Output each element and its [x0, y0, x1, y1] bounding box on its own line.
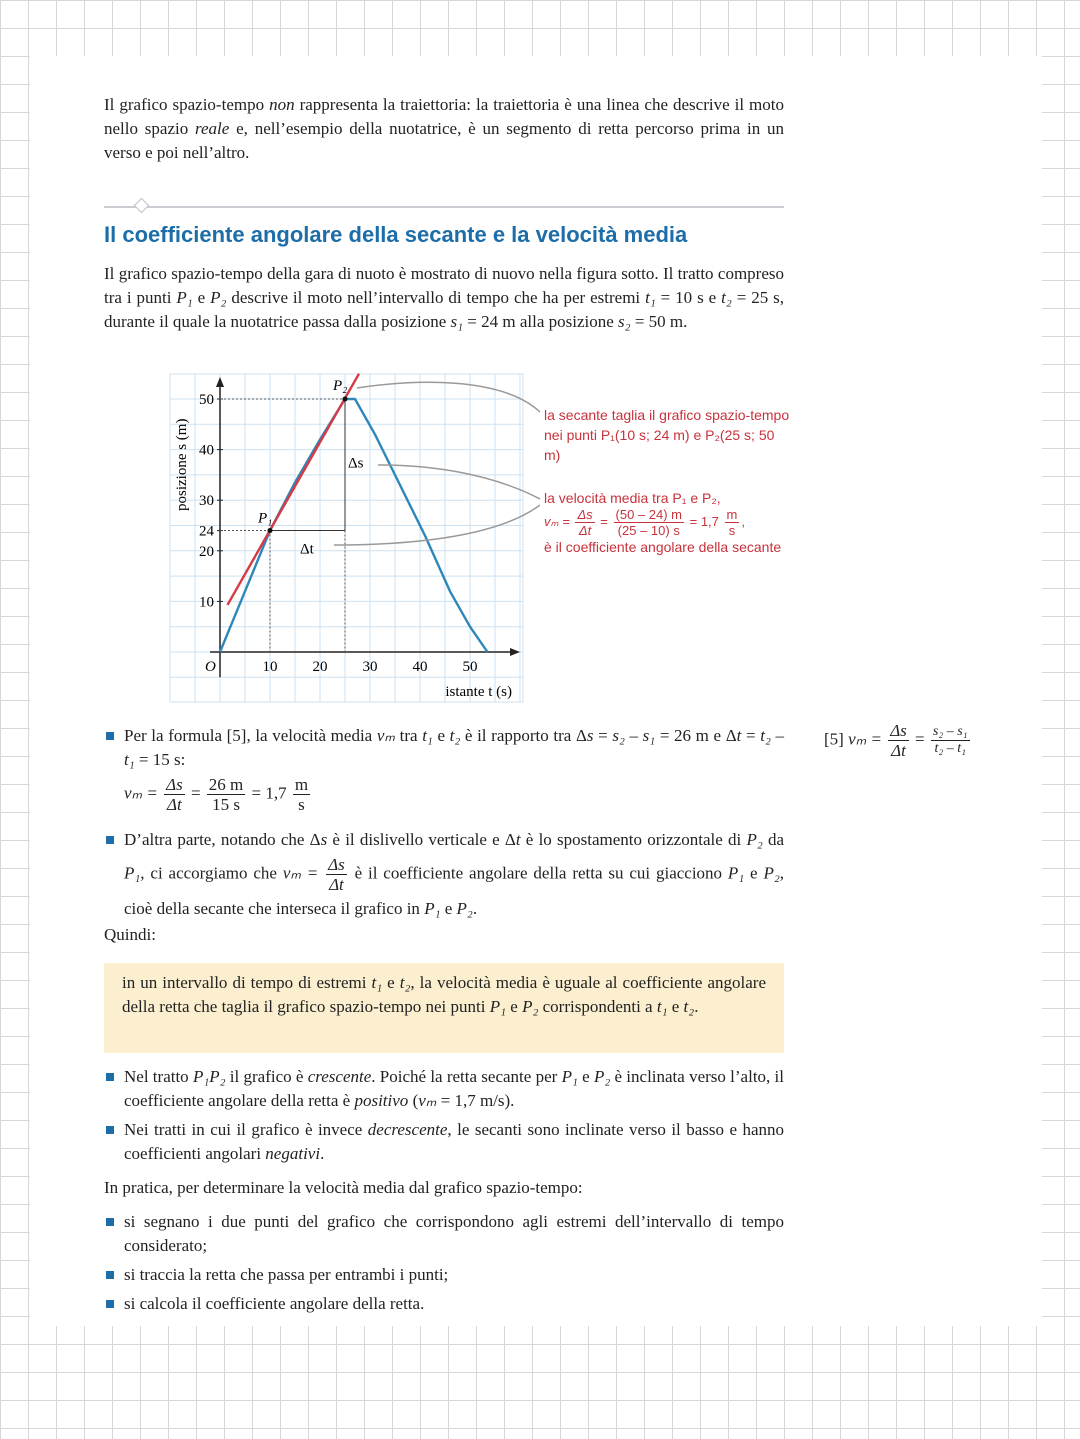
text-segment: = 10 s e — [655, 288, 722, 307]
pratica-text: In pratica, per determinare la velocità media dal grafico spazio-tempo: — [104, 1178, 583, 1197]
text-segment: t₁ — [124, 750, 135, 769]
definition-box — [104, 963, 784, 1053]
bullet-decreasing — [104, 1118, 784, 1166]
text-segment: il grafico è — [225, 1067, 308, 1086]
text-segment: crescente — [307, 1067, 372, 1086]
text-segment: . — [320, 1144, 325, 1163]
unit-fraction: $\frac{m}{s}$ — [726, 507, 738, 538]
y-tick-label: 10 — [199, 594, 214, 611]
formula-5: [5] vₘ = $\frac{\Delta s}{\Delta t}$ = $\frac{\text{s₂ – s₁}}{\text{t₂ – t₁}}$ — [824, 721, 968, 760]
text-segment: non — [269, 95, 295, 114]
quindi-label: Quindi: — [104, 925, 156, 944]
text-segment: P₂ — [522, 997, 539, 1016]
text-segment: è lo spostamento orizzontale di — [520, 830, 747, 849]
text-segment: P₁ — [424, 899, 441, 918]
text-segment: e — [577, 1067, 594, 1086]
y-axis-label: posizione s (m) — [174, 418, 190, 512]
text-segment: e, nell’esempio della nuotatrice, è un segmento di retta percorso prima in un verso e poi nell’altro. — [104, 119, 784, 162]
text-segment: decrescente — [367, 1120, 448, 1139]
text-segment: reale — [195, 119, 230, 138]
text-segment: t₂ — [683, 997, 695, 1016]
bullet-slope: D’altra parte, notando che Δs è il dislivello verticale e Δt è lo spostamento orizzontale di P₂ da P₁, ci accorgiamo che vₘ = $\frac{\Delta s}{\Delta t}$ è il coefficiente angolare della retta su cui giacciono P₁ e P₂, cioè della secante che interseca il grafico in P₁ e P₂. — [104, 824, 784, 925]
text-segment: da — [762, 830, 785, 849]
result: = 1,7 — [689, 513, 719, 529]
text-segment: positivo — [354, 1091, 409, 1110]
text-segment: D’altra parte, notando che Δ — [124, 830, 321, 849]
space-time-chart — [160, 365, 540, 710]
text-segment: = 50 m. — [630, 312, 688, 331]
callout-velocity-end: è il coefficiente angolare della secante — [544, 539, 782, 555]
text-segment: è il rapporto tra Δ — [460, 726, 587, 745]
y-tick-label: 40 — [199, 442, 214, 459]
text-segment: e — [432, 726, 450, 745]
text-segment: Nei tratti in cui il grafico è invece — [124, 1120, 368, 1139]
vm-symbol: vₘ = — [544, 513, 570, 529]
y-tick-label: 30 — [199, 493, 214, 510]
text-segment: = — [741, 726, 761, 745]
y-tick-label: 50 — [199, 392, 214, 408]
text-segment: rappresenta la traiettoria: la traiettoria è una linea che descrive il moto nello spazio — [104, 95, 785, 138]
text-segment: tra — [394, 726, 423, 745]
text-segment: Nel tratto — [124, 1067, 193, 1086]
equals: = — [600, 513, 608, 529]
bullet-icon — [106, 1126, 114, 1134]
text-segment: e — [744, 863, 764, 883]
formula-vm: vₘ = $\frac{\Delta s}{\Delta t}$ = $\frac{26 m}{15 s}$ = 1,7 $\frac{m}{s}$ — [124, 775, 309, 814]
bullet-icon — [106, 1218, 114, 1226]
text-segment: s — [586, 726, 594, 745]
text-segment: = 24 m alla posizione — [463, 312, 619, 331]
text-segment: e — [667, 997, 684, 1016]
text-segment: e — [192, 288, 211, 307]
text-segment: è il dislivello verticale e Δ — [327, 830, 516, 849]
text-segment: . — [472, 899, 478, 918]
text-segment: t₂ — [721, 288, 732, 307]
text-segment: , ci accorgiamo che — [140, 863, 283, 883]
text-segment: e — [440, 899, 457, 918]
text-segment: , cioè della secante che interseca il grafico in — [124, 863, 785, 918]
point-label: P₂ — [333, 378, 348, 394]
step-2: si traccia la retta che passa per entrambi i punti; — [104, 1263, 784, 1287]
text-segment: s — [320, 830, 328, 849]
text-segment: P₁ — [727, 863, 745, 883]
text-segment: P₂ — [746, 830, 763, 849]
section-heading: Il coefficiente angolare della secante e la velocità media — [104, 222, 688, 247]
bullet-icon — [106, 1073, 114, 1081]
text-segment: Il grafico spazio-tempo — [104, 95, 270, 114]
text-segment: Per la formula [5], la velocità media — [124, 726, 377, 745]
text-segment: P₂ — [210, 288, 227, 307]
text-segment: P₁ — [124, 863, 141, 883]
section-divider — [104, 206, 784, 208]
text-segment: P₂ — [593, 1067, 611, 1086]
callout-secant: la secante taglia il grafico spazio-tempo nei punti P₁(10 s; 24 m) e P₂(25 s; 50 m) — [544, 407, 790, 463]
step-1: si segnano i due punti del grafico che corrispondono agli estremi dell’intervallo di tempo considerato; — [104, 1210, 784, 1258]
text-segment: t₂ — [760, 726, 771, 745]
text-segment: e — [506, 997, 523, 1016]
text-segment: , le secanti sono inclinate verso il basso e hanno coefficienti angolari — [124, 1120, 784, 1163]
text-segment: vₘ — [418, 1091, 437, 1110]
bullet-increasing — [104, 1065, 784, 1113]
text-segment: P₁ — [489, 997, 507, 1016]
text-segment: è il coefficiente angolare della retta su cui giacciono — [348, 863, 728, 883]
text-segment: corrispondenti a — [538, 997, 657, 1016]
bullet-text — [124, 726, 784, 769]
text-segment: Il grafico spazio-tempo della gara di nuoto è mostrato di nuovo nella figura sotto. Il tratto compreso tra i punti — [104, 264, 784, 307]
text-segment: t₁ — [656, 997, 668, 1016]
callout-velocity-intro: la velocità media tra P₁ e P₂, — [544, 490, 721, 506]
text-segment: P₁ — [176, 288, 193, 307]
x-tick-label: 20 — [312, 659, 328, 675]
bullet-icon — [106, 1271, 114, 1279]
text-segment: = 15 s: — [134, 750, 186, 769]
x-tick-label: 30 — [362, 659, 378, 675]
text-segment: P₁ — [561, 1067, 578, 1086]
x-tick-label: 50 — [462, 659, 478, 675]
text-segment: negativi — [265, 1144, 321, 1163]
text-segment: e — [382, 973, 400, 992]
delta-s-label: Δs — [348, 455, 364, 472]
origin-label: O — [205, 659, 216, 675]
fraction: $\frac{(50 - 24) m}{(25 - 10) s}$ — [615, 507, 682, 538]
text-segment: ( — [408, 1091, 419, 1110]
x-axis-label: istante t (s) — [445, 684, 512, 700]
y-tick-label: 24 — [199, 523, 214, 540]
bullet-icon — [106, 836, 114, 844]
step-3: si calcola il coefficiente angolare della retta. — [104, 1292, 784, 1316]
text-segment: s₁ — [642, 726, 656, 745]
text-segment: = 25 s, durante il quale la nuotatrice passa dalla posizione — [104, 288, 785, 331]
text-segment: è inclinata verso l’alto, il coefficiente angolare della retta è — [124, 1067, 785, 1110]
x-tick-label: 10 — [262, 659, 278, 675]
paragraph-1 — [104, 262, 784, 334]
delta-t-label: Δt — [300, 541, 314, 558]
callout-velocity — [544, 488, 824, 557]
text-segment: P₂ — [763, 863, 780, 883]
text-segment: t₁ — [422, 726, 433, 745]
text-segment: – — [624, 726, 643, 745]
text-segment: descrive il moto nell’intervallo di tempo che ha per estremi — [226, 288, 646, 307]
bullet-formula — [104, 724, 784, 813]
point-marker — [343, 397, 348, 402]
text-segment: t — [515, 830, 521, 849]
intro-paragraph — [104, 93, 784, 165]
text-segment: t₂ — [449, 726, 461, 745]
text-segment: s₂ — [612, 726, 625, 745]
text-segment: , la velocità media è uguale al coefficiente angolare della retta che taglia il grafico spazio-tempo nei punti — [122, 973, 767, 1016]
text-segment: P₂ — [456, 899, 473, 918]
x-tick-label: 40 — [412, 659, 428, 675]
text-segment: = 26 m e Δ — [655, 726, 737, 745]
point-label: P₁ — [258, 510, 273, 527]
text-segment: in un intervallo di tempo di estremi — [122, 973, 372, 992]
y-tick-label: 20 — [199, 543, 214, 560]
fraction: $\frac{\Delta s}{\Delta t}$ — [577, 507, 593, 538]
text-segment: t₁ — [645, 288, 656, 307]
callout-formula: vₘ = $\frac{\Delta s}{\Delta t}$ = $\frac{(50 - 24) m}{(25 - 10) s}$ = 1,7 $\frac{m}{s}$ , — [544, 507, 745, 538]
bullet-icon — [106, 732, 114, 740]
text-segment: P₁P₂ — [192, 1067, 226, 1086]
text-segment: t₂ — [399, 973, 411, 992]
text-segment: s₁ — [450, 312, 464, 331]
text-segment: t — [736, 726, 742, 745]
text-segment: = 1,7 m/s). — [436, 1091, 515, 1110]
text-segment: t₁ — [371, 973, 383, 992]
text-segment: = — [593, 726, 613, 745]
text-segment: . — [694, 997, 699, 1016]
text-segment: – — [770, 726, 785, 745]
text-segment: s₂ — [618, 312, 631, 331]
text-segment: . Poiché la retta secante per — [371, 1067, 562, 1086]
point-marker — [268, 528, 273, 533]
bullet-icon — [106, 1300, 114, 1308]
text-segment: vₘ — [376, 726, 395, 745]
